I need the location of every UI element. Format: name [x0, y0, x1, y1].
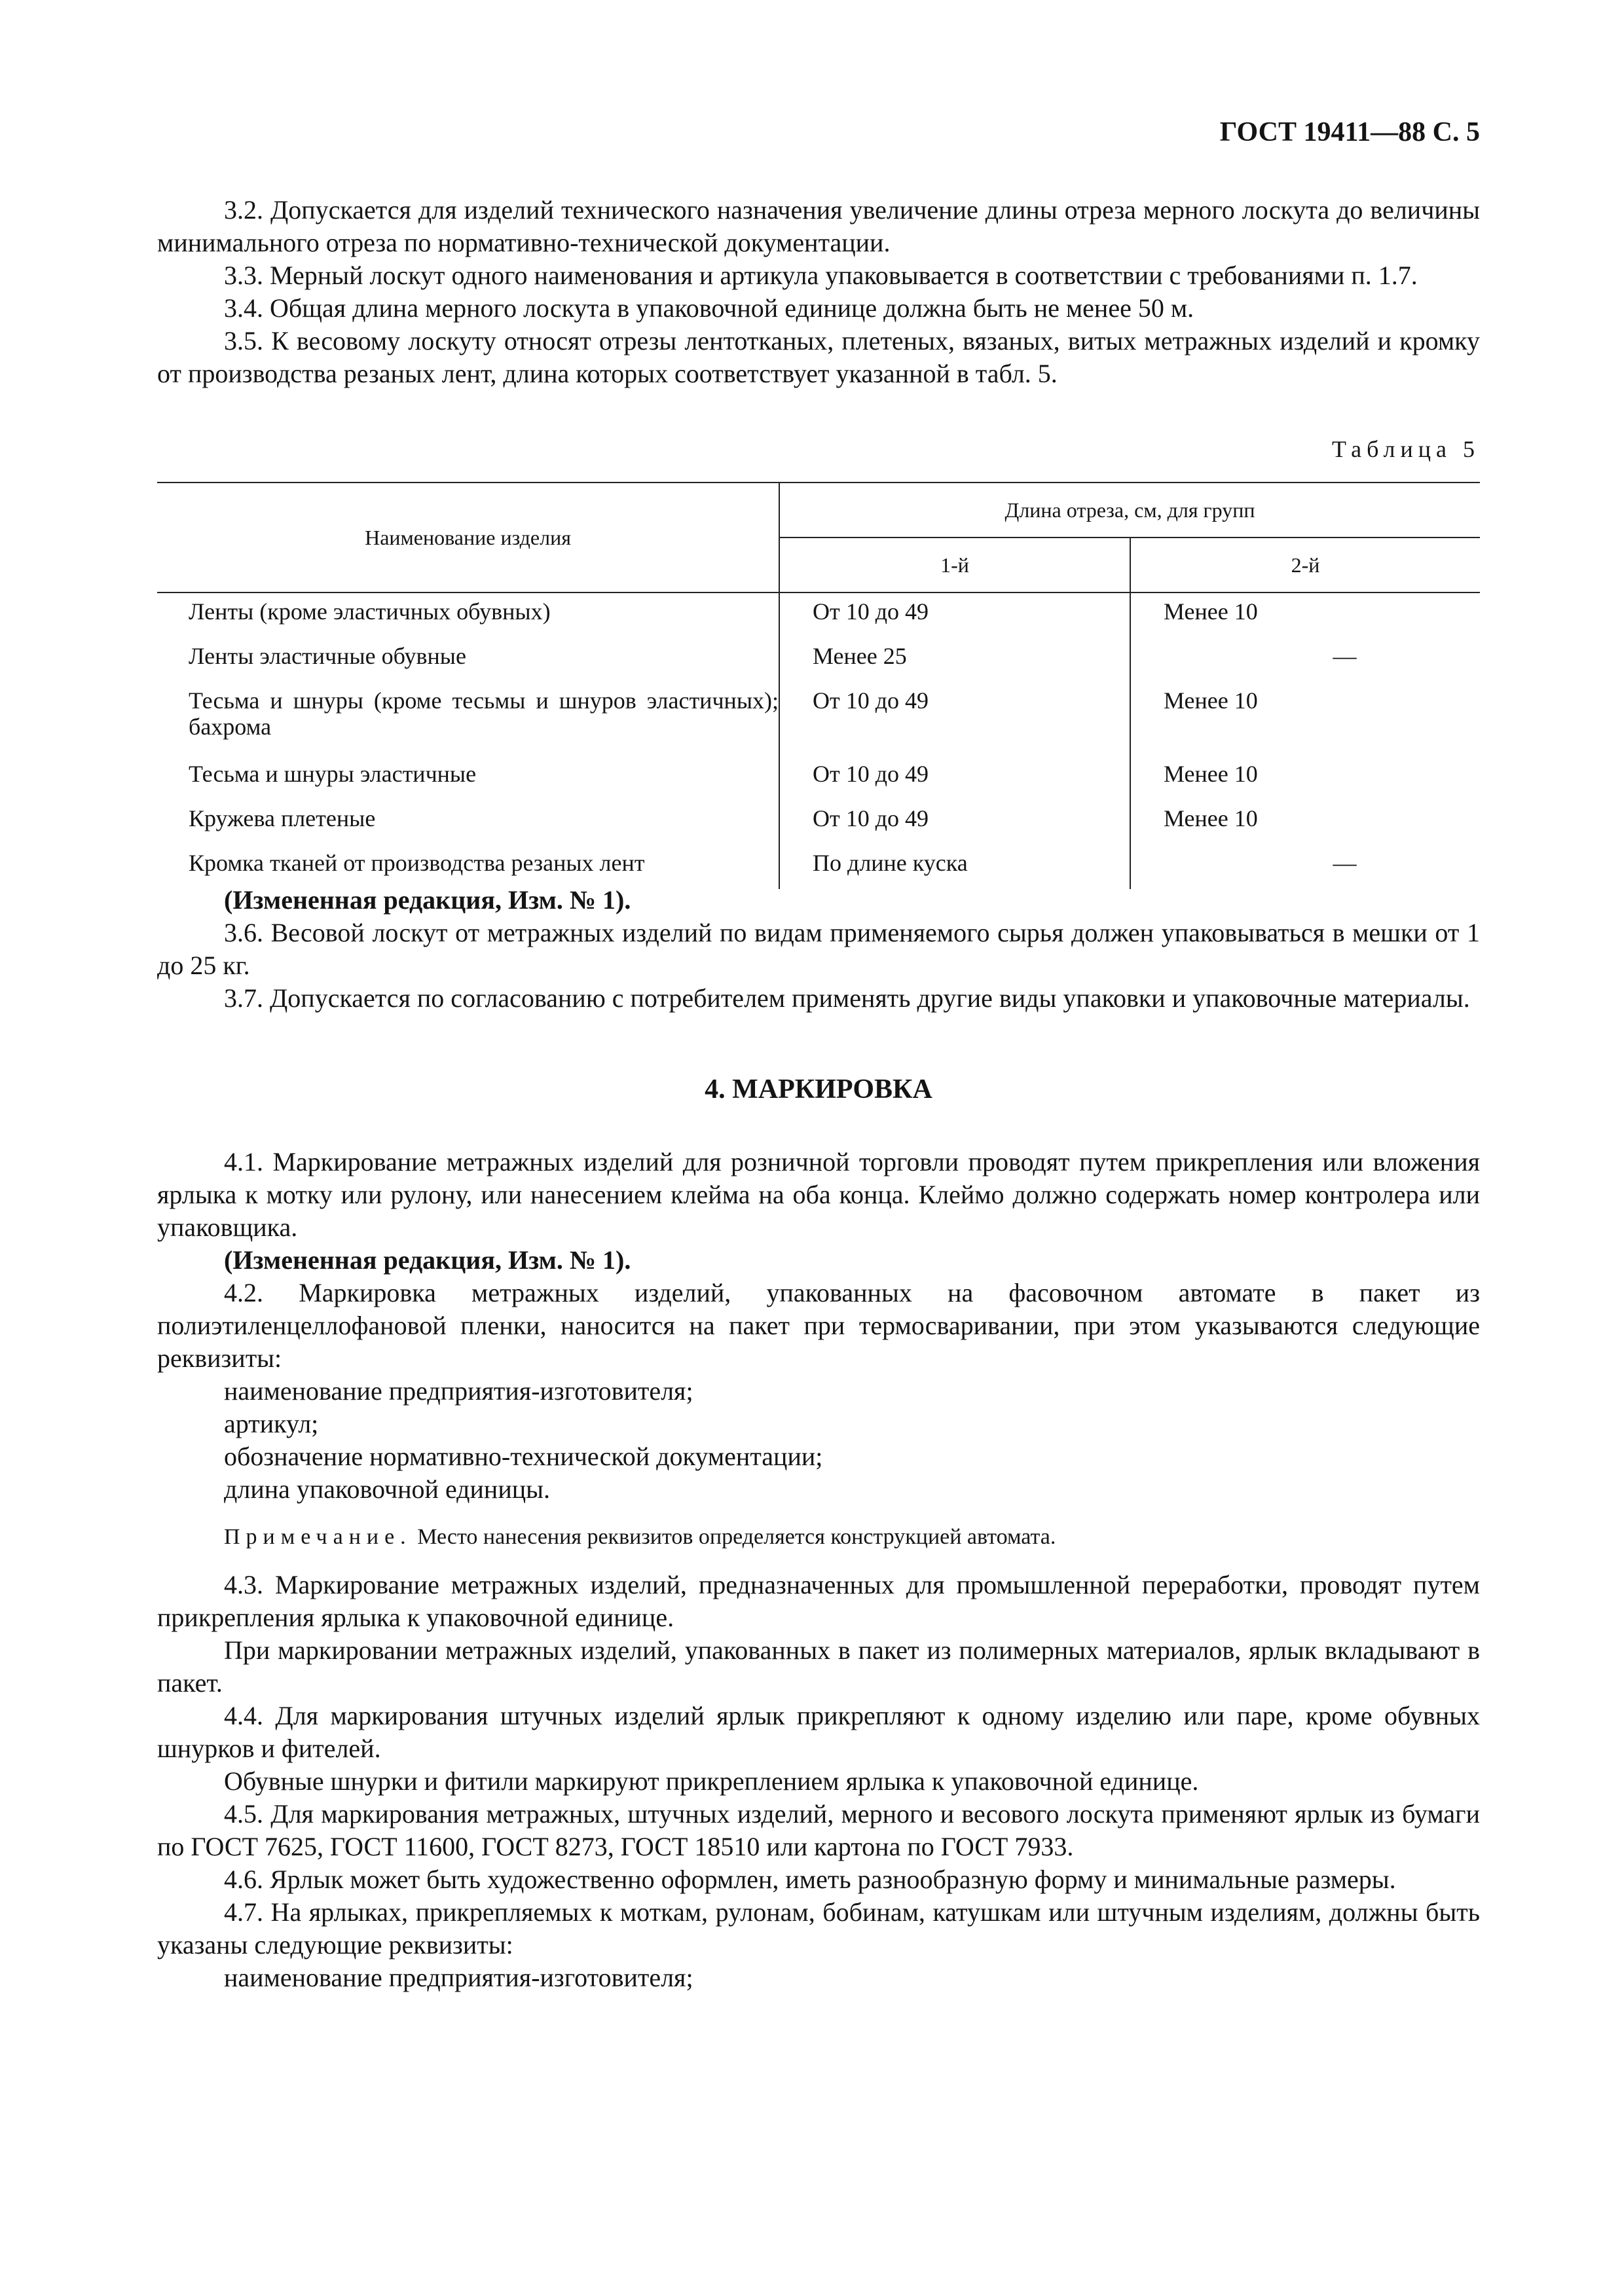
paragraph-4-3-b: При маркировании метражных изделий, упакованных в пакет из полимерных материалов, ярлык вкладывают в пакет. — [157, 1635, 1480, 1698]
section-3-paragraphs — [157, 194, 1480, 390]
cell-group-1: Менее 25 — [779, 638, 1130, 682]
paragraph-4-7: 4.7. На ярлыках, прикрепляемых к моткам, рулонам, бобинам, катушкам или штучным изделиям, должны быть указаны следующие реквизиты: — [157, 1897, 1480, 1959]
column-header-name: Наименование изделия — [157, 483, 779, 592]
paragraph-4-5: 4.5. Для маркирования метражных, штучных изделий, мерного и весового лоскута применяют ярлык из бумаги по ГОСТ 7625, ГОСТ 11600, ГОСТ 8273, ГОСТ 18510 или картона по ГОСТ 7933. — [157, 1799, 1480, 1861]
table-5 — [157, 482, 1480, 889]
cell-name: Ленты эластичные обувные — [189, 643, 466, 669]
cell-group-2: Менее 10 — [1130, 800, 1480, 845]
cell-group-1: От 10 до 49 — [779, 800, 1130, 845]
cell-name: Кружева плетеные — [189, 805, 376, 831]
list-item: длина упаковочной единицы. — [224, 1474, 551, 1504]
list-item: артикул; — [224, 1409, 319, 1438]
cell-group-1: От 10 до 49 — [779, 756, 1130, 800]
table-row — [157, 682, 1480, 756]
edit-note: (Измененная редакция, Изм. № 1). — [224, 885, 631, 915]
list-item: наименование предприятия-изготовителя; — [224, 1376, 693, 1406]
cell-name: Тесьма и шнуры эластичные — [189, 761, 477, 787]
paragraph-4-1: 4.1. Маркирование метражных изделий для розничной торговли проводят путем прикрепления или вложения ярлыка к мотку или рулону, или нанесением клейма на оба конца. Клеймо должно содержать номер контролера или упаковщика. — [157, 1147, 1480, 1242]
note-text: Место нанесения реквизитов определяется конструкцией автомата. — [411, 1525, 1056, 1549]
paragraph-3-2: 3.2. Допускается для изделий технического назначения увеличение длины отреза мерного лоскута до величины минимального отреза по нормативно-технической документации. — [157, 195, 1480, 257]
paragraph-3-3: 3.3. Мерный лоскут одного наименования и артикула упаковывается в соответствии с требованиями п. 1.7. — [224, 261, 1418, 290]
page-header: ГОСТ 19411—88 С. 5 — [1219, 117, 1480, 147]
cell-name: Кромка тканей от производства резаных лент — [189, 850, 645, 876]
cell-name — [157, 682, 779, 756]
section-4-paragraphs — [157, 1146, 1480, 1994]
paragraph-4-4: 4.4. Для маркирования штучных изделий ярлык прикрепляют к одному изделию или паре, кроме обувных шнурков и фителей. — [157, 1701, 1480, 1763]
column-header-group-2: 2-й — [1130, 538, 1480, 592]
note — [224, 1522, 1480, 1553]
section-title: 4. МАРКИРОВКА — [705, 1074, 932, 1104]
table-row — [157, 800, 1480, 845]
list-item: обозначение нормативно-технической документации; — [224, 1442, 823, 1471]
table-row — [157, 592, 1480, 638]
cell-name: Ленты (кроме эластичных обувных) — [189, 598, 551, 625]
paragraph-3-4: 3.4. Общая длина мерного лоскута в упаковочной единице должна быть не менее 50 м. — [224, 293, 1194, 323]
paragraph-4-2: 4.2. Маркировка метражных изделий, упакованных на фасовочном автомате в пакет из полиэтиленцеллофановой пленки, наносится на пакет при термосваривании, при этом указываются следующие реквизиты: — [157, 1278, 1480, 1373]
paragraph-4-4-b: Обувные шнурки и фитили маркируют прикреплением ярлыка к упаковочной единице. — [224, 1766, 1199, 1796]
cell-group-1: От 10 до 49 — [779, 592, 1130, 638]
column-header-group: Длина отреза, см, для групп — [779, 483, 1480, 538]
cell-group-2: — — [1130, 845, 1480, 889]
list-item: наименование предприятия-изготовителя; — [224, 1963, 693, 1992]
table-row — [157, 845, 1480, 889]
cell-group-2: Менее 10 — [1130, 682, 1480, 756]
section-3-continued — [157, 884, 1480, 1015]
cell-group-2: Менее 10 — [1130, 592, 1480, 638]
cell-name-text: Тесьма и шнуры (кроме тесьмы и шнуров эластичных); бахрома — [189, 687, 779, 740]
paragraph-3-6: 3.6. Весовой лоскут от метражных изделий по видам применяемого сырья должен упаковываться в мешки от 1 до 25 кг. — [157, 918, 1480, 980]
table-row — [157, 638, 1480, 682]
table-row — [157, 756, 1480, 800]
table-caption: Таблица 5 — [1332, 436, 1480, 462]
paragraph-3-5: 3.5. К весовому лоскуту относят отрезы лентотканых, плетеных, вязаных, витых метражных изделий и кромку от производства резаных лент, длина которых соответствует указанной в табл. 5. — [157, 326, 1480, 388]
cell-group-1: От 10 до 49 — [779, 682, 1130, 756]
edit-note: (Измененная редакция, Изм. № 1). — [224, 1245, 631, 1275]
cell-group-2: — — [1130, 638, 1480, 682]
paragraph-4-3: 4.3. Маркирование метражных изделий, предназначенных для промышленной переработки, проводят путем прикрепления ярлыка к упаковочной единице. — [157, 1570, 1480, 1632]
column-header-group-1: 1-й — [779, 538, 1130, 592]
paragraph-3-7: 3.7. Допускается по согласованию с потребителем применять другие виды упаковки и упаковочные материалы. — [224, 983, 1470, 1013]
cell-group-2: Менее 10 — [1130, 756, 1480, 800]
cell-group-1: По длине куска — [779, 845, 1130, 889]
paragraph-4-6: 4.6. Ярлык может быть художественно оформлен, иметь разнообразную форму и минимальные размеры. — [224, 1865, 1396, 1894]
note-label: Примечание. — [224, 1525, 412, 1549]
